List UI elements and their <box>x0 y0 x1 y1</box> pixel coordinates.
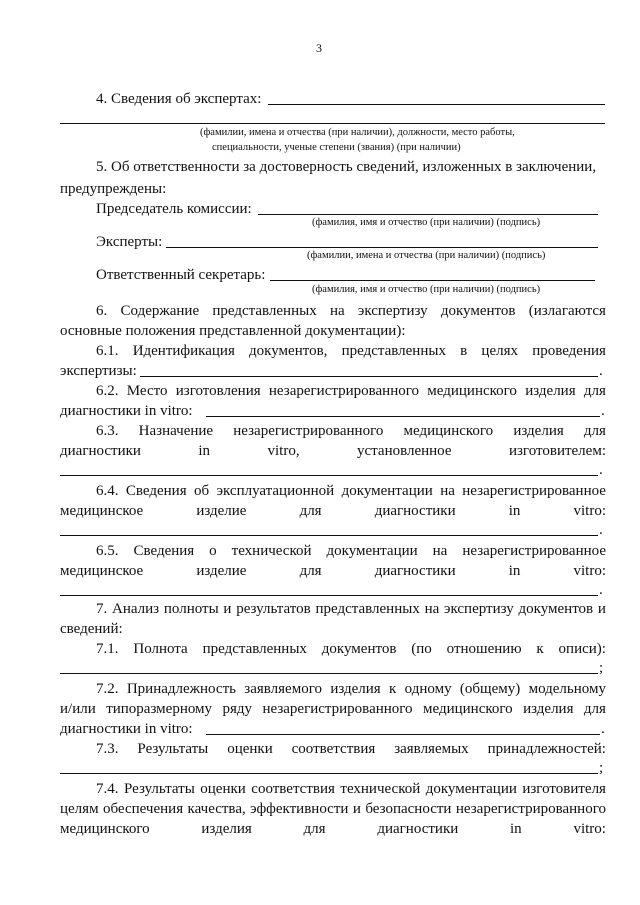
word: типоразмерному <box>106 701 213 717</box>
word: изготовителя <box>522 781 606 797</box>
caption: (фамилия, имя и отчество (при наличии) (подпись) <box>312 284 541 295</box>
word: описи): <box>558 641 606 657</box>
word: соответствия <box>291 741 376 757</box>
word: незарегистрированное <box>462 483 606 499</box>
page-number: 3 <box>316 41 322 55</box>
caption: специальности, ученые степени (звания) (при наличии) <box>212 142 461 153</box>
word: незарегистрированного <box>262 701 413 717</box>
fill-line <box>60 535 598 536</box>
fill-line <box>140 376 598 377</box>
p65-line <box>60 564 606 579</box>
word: и/или <box>60 701 96 717</box>
word: in <box>508 563 521 579</box>
word: одному <box>404 681 452 697</box>
word: полноты <box>163 601 219 617</box>
period: . <box>601 721 605 737</box>
word: экспертизу <box>357 303 428 319</box>
word: документов <box>518 601 594 617</box>
word: для <box>303 821 326 837</box>
experts-label: Эксперты: <box>96 234 163 250</box>
word: эксплуатационной <box>216 483 335 499</box>
p62-label: диагностики in vitro: <box>60 403 193 419</box>
word: на <box>329 303 345 319</box>
word: 7.3. <box>96 741 119 757</box>
section6-line <box>96 304 606 319</box>
semicolon: ; <box>599 760 604 776</box>
semicolon: ; <box>599 660 604 676</box>
word: in <box>508 503 521 519</box>
word: к <box>389 681 397 697</box>
word: Назначение <box>138 423 214 439</box>
word: Результаты <box>137 741 209 757</box>
p74-line <box>96 782 606 797</box>
section5-line: 5. Об ответственности за достоверность сведений, изложенных в заключении, <box>96 159 597 175</box>
word: об <box>194 483 210 499</box>
word: 6.3. <box>96 423 119 439</box>
word: vitro: <box>573 503 606 519</box>
word: медицинского <box>427 383 517 399</box>
p64-line <box>96 484 606 499</box>
word: документации <box>341 483 433 499</box>
word: диагностики <box>377 821 459 837</box>
p74-line <box>60 822 606 837</box>
p63-line <box>96 424 606 439</box>
word: медицинское <box>60 563 144 579</box>
word: документации <box>425 781 517 797</box>
caption: (фамилия, имя и отчество (при наличии) (подпись) <box>312 217 541 228</box>
word: эффективности <box>250 801 349 817</box>
chair-label: Председатель комиссии: <box>96 201 252 217</box>
word: отношению <box>446 641 522 657</box>
word: 6.5. <box>96 543 119 559</box>
word: и <box>223 601 232 617</box>
word: vitro: <box>573 563 606 579</box>
p71-line <box>96 642 606 657</box>
word: и <box>352 801 361 817</box>
word: медицинского <box>403 423 494 439</box>
fill-line <box>60 595 598 596</box>
word: 6.2. <box>96 383 119 399</box>
word: изделия <box>523 701 574 717</box>
word: изготовителем: <box>508 443 606 459</box>
word: результатов <box>236 601 311 617</box>
word: документов <box>321 641 397 657</box>
word: для <box>583 423 606 439</box>
fill-line <box>206 734 600 735</box>
period: . <box>599 462 603 478</box>
word: Полнота <box>133 641 188 657</box>
word: ряду <box>222 701 253 717</box>
word: экспертизу <box>444 601 514 617</box>
fill-line <box>60 673 598 674</box>
word: на <box>432 543 448 559</box>
word: представленных <box>212 303 317 319</box>
word: обеспечения <box>103 801 184 817</box>
word: 7.4. <box>96 781 119 797</box>
word: 7.2. <box>96 681 119 697</box>
word: на <box>424 601 440 617</box>
word: незарегистрированное <box>462 543 606 559</box>
word: изделия <box>201 821 252 837</box>
word: Анализ <box>112 601 160 617</box>
fill-line <box>166 247 598 248</box>
word: vitro, <box>267 443 300 459</box>
word: представленных <box>315 601 420 617</box>
word: целях <box>481 343 518 359</box>
p61-label: экспертизы: <box>60 363 137 379</box>
p72-line <box>60 702 606 717</box>
word: Сведения <box>125 483 187 499</box>
word: документации <box>326 543 418 559</box>
caption: (фамилии, имена и отчества (при наличии), должности, место работы, <box>200 127 515 138</box>
word: принадлежностей: <box>487 741 606 757</box>
section7-line: сведений: <box>60 621 123 637</box>
word: in <box>198 443 211 459</box>
word: представленных <box>341 343 446 359</box>
p74-line <box>60 802 606 817</box>
word: диагностики <box>60 443 141 459</box>
word: 7. <box>96 601 108 617</box>
p72-label: диагностики in vitro: <box>60 721 193 737</box>
period: . <box>599 582 603 598</box>
word: изделие <box>196 503 247 519</box>
word: Принадлежность <box>126 681 236 697</box>
secretary-label: Ответственный секретарь: <box>96 267 266 283</box>
word: диагностики <box>374 503 456 519</box>
word: для <box>583 701 606 717</box>
word: Место <box>126 383 168 399</box>
word: Результаты <box>123 781 195 797</box>
word: заявляемого <box>244 681 322 697</box>
word: качества, <box>187 801 246 817</box>
fill-line <box>60 773 598 774</box>
word: 6.4. <box>96 483 119 499</box>
section4-heading: 4. Сведения об экспертах: <box>96 91 262 107</box>
period: . <box>599 522 603 538</box>
word: незарегистрированного <box>233 423 384 439</box>
word: медицинского <box>423 701 513 717</box>
word: технической <box>231 543 312 559</box>
word: (по <box>411 641 432 657</box>
p73-line <box>96 742 606 757</box>
word: безопасности <box>365 801 452 817</box>
fill-line <box>206 416 600 417</box>
word: о <box>209 543 217 559</box>
word: незарегистрированного <box>455 801 606 817</box>
word: изделия <box>513 423 564 439</box>
word: изделие <box>196 563 247 579</box>
word: 6. <box>96 303 108 319</box>
p72-line <box>96 682 606 697</box>
word: медицинского <box>60 821 150 837</box>
word: к <box>536 641 544 657</box>
word: для <box>299 503 322 519</box>
word: для <box>583 383 606 399</box>
word: (общему) <box>459 681 521 697</box>
word: (излагаются <box>528 303 606 319</box>
word: оценки <box>227 741 273 757</box>
word: изготовления <box>175 383 261 399</box>
word: Идентификация <box>132 343 235 359</box>
section7-line <box>96 602 606 617</box>
word: документов <box>440 303 516 319</box>
word: vitro: <box>573 821 606 837</box>
word: и <box>597 601 606 617</box>
word: документов, <box>249 343 328 359</box>
word: технической <box>340 781 421 797</box>
word: проведения <box>532 343 606 359</box>
word: на <box>440 483 455 499</box>
p64-line <box>60 504 606 519</box>
word: представленных <box>202 641 307 657</box>
word: соответствия <box>251 781 335 797</box>
word: незарегистрированного <box>268 383 419 399</box>
word: в <box>460 343 468 359</box>
word: Содержание <box>120 303 200 319</box>
word: модельному <box>528 681 606 697</box>
p62-line <box>96 384 606 399</box>
word: диагностики <box>374 563 456 579</box>
caption: (фамилии, имена и отчества (при наличии) (подпись) <box>307 250 546 261</box>
word: 7.1. <box>96 641 119 657</box>
p63-line <box>60 444 606 459</box>
word: Сведения <box>133 543 195 559</box>
fill-line <box>258 214 598 215</box>
word: in <box>510 821 522 837</box>
word: заявляемых <box>394 741 469 757</box>
word: медицинское <box>60 503 144 519</box>
period: . <box>599 363 603 379</box>
word: 6.1. <box>96 343 119 359</box>
fill-line <box>268 104 605 105</box>
fill-line <box>60 475 598 476</box>
word: изделия <box>525 383 576 399</box>
section6-line: основные положения представленной документации): <box>60 323 406 339</box>
period: . <box>601 403 605 419</box>
p61-line <box>96 344 606 359</box>
word: для <box>299 563 322 579</box>
p65-line <box>96 544 606 559</box>
word: установленное <box>357 443 452 459</box>
fill-line <box>270 280 595 281</box>
word: оценки <box>200 781 246 797</box>
word: целям <box>60 801 99 817</box>
fill-line <box>60 123 605 124</box>
section5-line: предупреждены: <box>60 181 167 197</box>
word: изделия <box>330 681 381 697</box>
